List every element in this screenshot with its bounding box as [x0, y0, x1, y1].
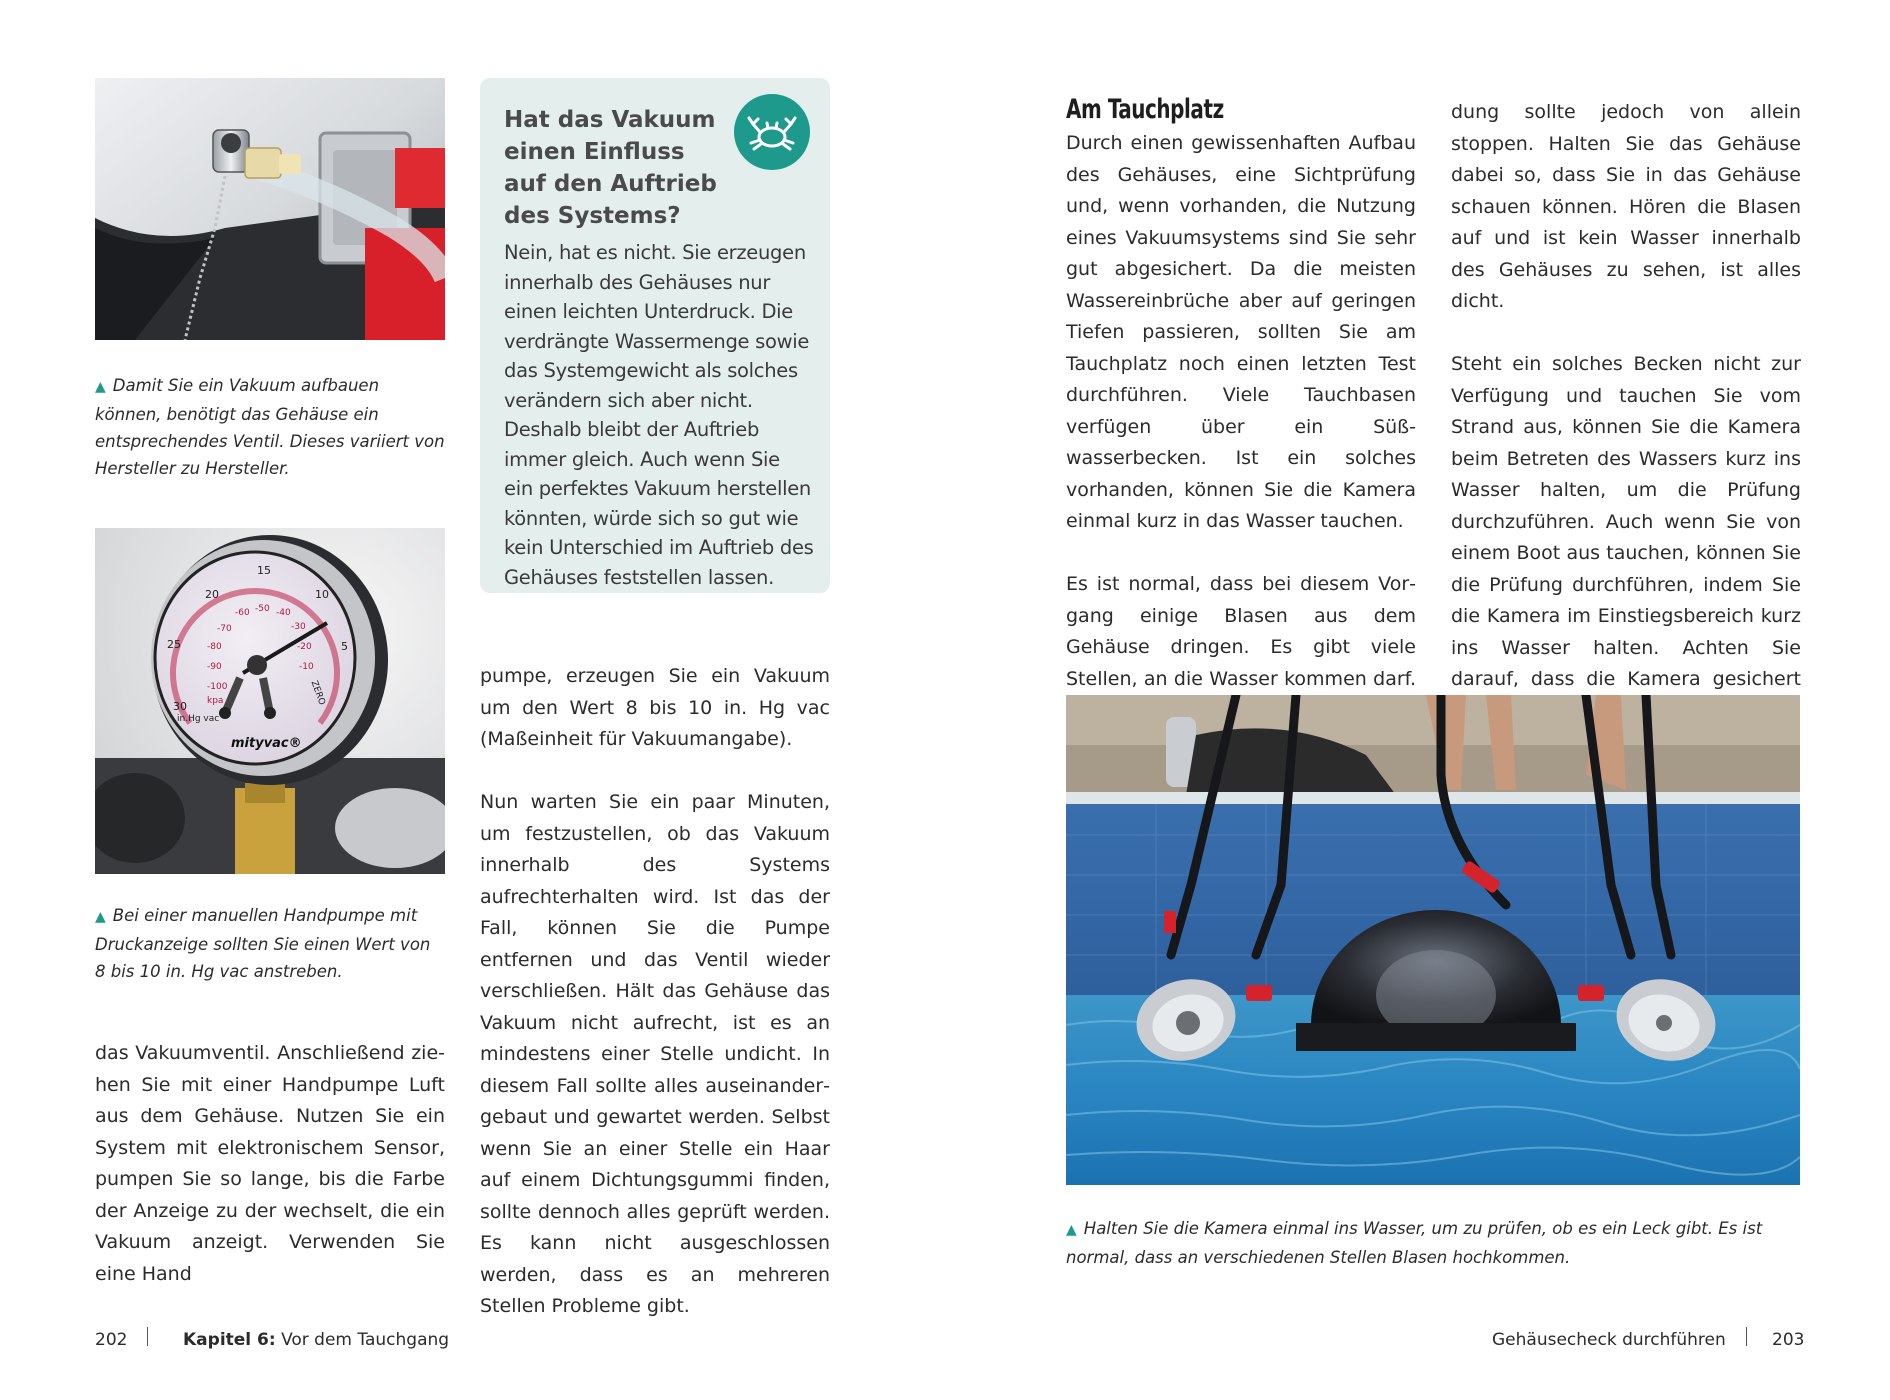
caption-vacuum-valve: ▲ Damit Sie ein Vakuum aufbauen können, benötigt das Gehäuse ein entsprechendes Ventil. Dieses variiert von Hersteller zu Hersteller. — [95, 376, 445, 478]
paragraph: Durch einen gewissenhaften Aufbau des Gehäuses, eine Sichtprüfung und, wenn vorhanden, die Nutzung eines Vakuumsystems sind Sie sehr gut abgesichert. Da die meisten Wassereinbrüche aber auf geringen Tiefen passieren, sollten Sie am Tauchplatz noch einen letzten Test durchführen. Viele Tauchbasen verfügen über ein Süßwasserbecken. Ist ein solches vorhanden, können Sie die Kamera einmal kurz in das Wasser tauchen. — [1066, 132, 1416, 532]
gauge-unit-label: in.Hg vac — [177, 714, 220, 724]
gauge-label: 30 — [173, 700, 187, 713]
paragraph: Nun warten Sie ein paar Minuten, um festzustellen, ob das Vakuum innerhalb des Systems aufrechterhalten wird. Ist das der Fall, können Sie die Pumpe entfernen und das Ventil wieder verschließen. Hält das Gehäuse das Vakuum nicht aufrecht, ist es an mindestens einer Stelle undicht. In diesem Fall sollte alles auseinandergebaut und gewartet werden. Selbst wenn Sie an einer Stelle ein Haar auf einem Dichtungsgummi finden, sollte dennoch alles geprüft werden. Es kann nicht ausgeschlossen werden, dass es an mehreren Stellen Probleme gibt. — [480, 791, 830, 1317]
chapter-name: Vor dem Tauchgang — [281, 1330, 450, 1350]
section-heading: Am Tauchplatz — [1066, 94, 1224, 125]
paragraph: Es ist normal, dass bei diesem Vorgang einige Blasen aus dem Gehäuse dringen. Es gibt viele Stellen, an die Wasser kommen darf. — [1066, 573, 1416, 690]
gauge-label: -50 — [255, 604, 270, 614]
info-box-text: Nein, hat es nicht. Sie erzeugen innerhalb des Gehäuses nur einen leichten Unterdruck. Die verdrängte Wassermenge sowie das Systemgewicht als solches verändern sich aber nicht. Deshalb bleibt der Auftrieb immer gleich. Auch wenn Sie ein perfektes Vakuum herstellen könnten, würde sich so gut wie kein Unterschied im Auftrieb des Gehäuses feststellen lassen. — [504, 241, 814, 589]
caption-triangle-icon: ▲ — [1066, 1222, 1077, 1238]
paragraph: Steht ein solches Becken nicht zur Verfügung und tauchen Sie vom Strand aus, können Sie die Kamera beim Betreten des Wassers kurz ins Wasser halten, um die Prüfung durchzuführen. Auch wenn Sie von einem Boot aus tauchen, können Sie die Prüfung durchführen, indem Sie die Kamera im Einstiegsbereich kurz ins Wasser halten. Achten Sie darauf, dass die Kamera gesichert — [1451, 353, 1801, 690]
gauge-label: -80 — [207, 642, 222, 652]
footer-divider — [1746, 1327, 1747, 1346]
gauge-label: -70 — [217, 624, 232, 634]
gauge-label: -10 — [299, 662, 314, 672]
gauge-label: 20 — [205, 588, 219, 601]
footer-divider — [147, 1327, 148, 1346]
gauge-label: -30 — [291, 622, 306, 632]
gauge-label: -20 — [297, 642, 312, 652]
caption-camera-in-pool: ▲ Halten Sie die Kamera einmal ins Wasser, um zu prüfen, ob es ein Leck gibt. Es ist normal, dass an verschiedenen Stellen Blasen hochkommen. — [1066, 1219, 1763, 1267]
caption-triangle-icon: ▲ — [95, 379, 106, 395]
column-3-text — [1066, 128, 1416, 727]
gauge-label: kpa — [207, 696, 224, 706]
pressure-gauge-photo — [95, 528, 445, 874]
caption-pressure-gauge: ▲ Bei einer manuellen Handpumpe mit Druckanzeige sollten Sie einen Wert von 8 bis 10 in. Hg vac anstreben. — [95, 906, 431, 981]
crab-icon — [734, 94, 810, 170]
chapter-title — [183, 1330, 449, 1350]
paragraph: dung sollte jedoch von allein stoppen. Halten Sie das Gehäuse dabei so, dass Sie in das Gehäuse schauen können. Hören die Blasen auf und ist kein Wasser innerhalb des Gehäuses zu sehen, ist alles dicht. — [1451, 101, 1801, 312]
gauge-label: 25 — [167, 638, 181, 651]
column-1-text — [95, 1038, 445, 1290]
chapter-label: Kapitel 6: — [183, 1330, 276, 1350]
page-number-left: 202 — [95, 1330, 128, 1350]
column-2-text — [480, 661, 830, 1323]
info-box — [480, 78, 830, 593]
info-box-title: Hat das Vakuum einen Einfluss auf den Auftrieb des Systems? — [504, 107, 717, 229]
section-title-footer: Gehäusecheck durchführen — [1492, 1330, 1726, 1350]
gauge-label: ZERO — [308, 679, 327, 707]
crab-icon-glyph — [745, 110, 799, 154]
column-4-text — [1451, 97, 1801, 727]
gauge-label: -100 — [207, 682, 228, 692]
gauge-label: 10 — [315, 588, 329, 601]
gauge-label: -60 — [235, 608, 250, 618]
gauge-label: 5 — [341, 640, 348, 653]
gauge-brand-label: mityvac® — [231, 736, 302, 751]
vacuum-valve-photo — [95, 78, 445, 340]
page-number-right: 203 — [1772, 1330, 1805, 1350]
camera-housing-in-pool-photo — [1066, 695, 1800, 1185]
gauge-label: -90 — [207, 662, 222, 672]
paragraph: das Vakuumventil. Anschließend ziehen Sie mit einer Handpumpe Luft aus dem Gehäuse. Nutzen Sie ein System mit elektronischem Sensor, pumpen Sie so lange, bis die Farbe der Anzeige zu der wechselt, die ein Vakuum anzeigt. Verwenden Sie eine Hand — [95, 1042, 445, 1285]
gauge-label: -40 — [276, 608, 291, 618]
paragraph: pumpe, erzeugen Sie ein Vakuum um den Wert 8 bis 10 in. Hg vac (Maßeinheit für Vakuumangabe). — [480, 665, 830, 750]
gauge-label: 15 — [257, 564, 271, 577]
caption-triangle-icon: ▲ — [95, 909, 106, 925]
